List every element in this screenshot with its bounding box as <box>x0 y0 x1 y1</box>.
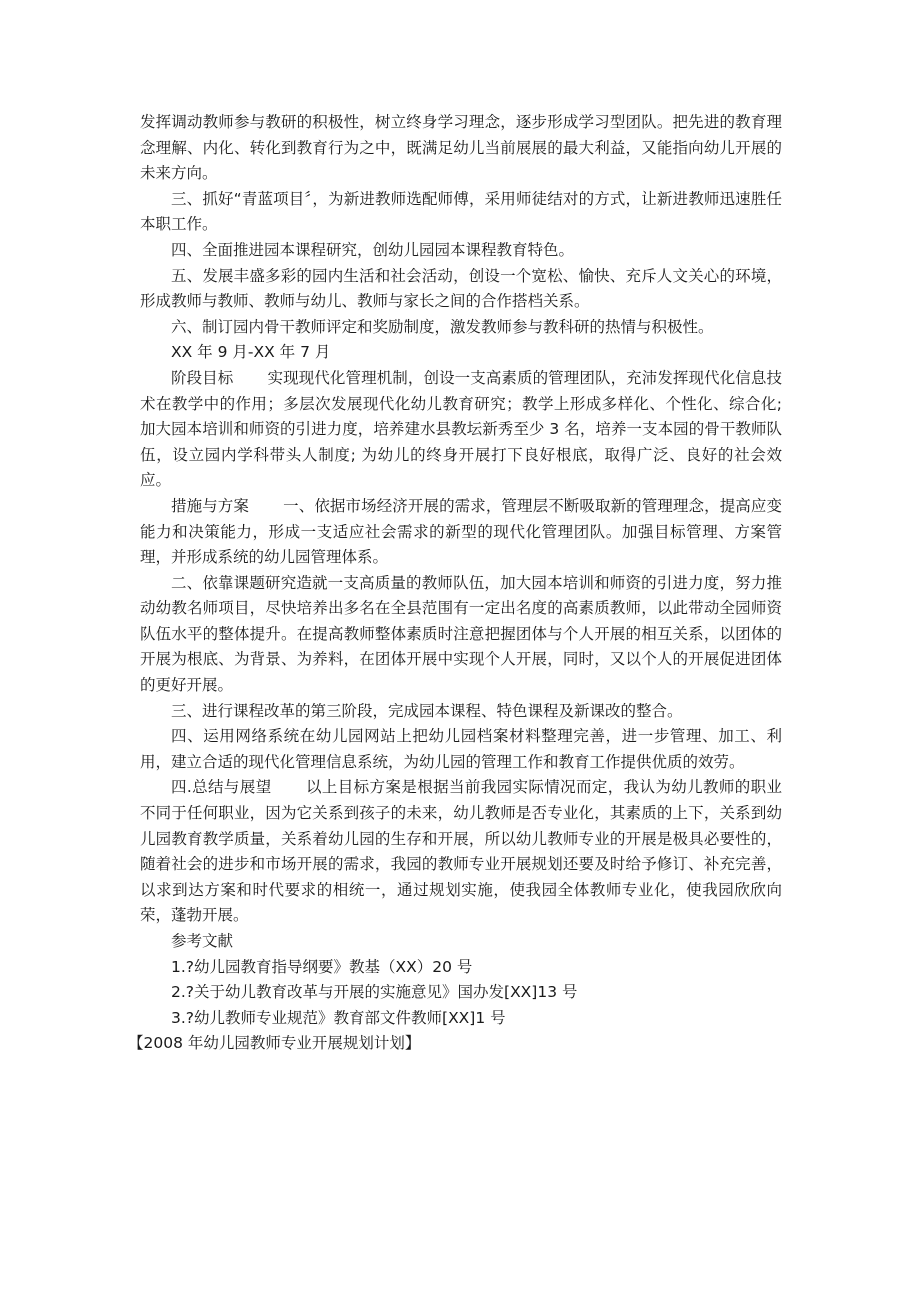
paragraph-continuation: 发挥调动教师参与教研的积极性，树立终身学习理念，逐步形成学习型团队。把先进的教育理念理解、内化、转化到教育行为之中，既满足幼儿当前展展的最大利益，又能指向幼儿开展的未来方向。 <box>140 113 782 183</box>
measures-paragraph <box>140 494 782 571</box>
references-heading: 参考文献 <box>171 932 234 950</box>
measure-item-4: 四、运用网络系统在幼儿园网站上把幼儿园档案材料整理完善，进一步管理、加工、利用，建立合适的现代化管理信息系统，为幼儿园的管理工作和教育工作提供优质的效劳。 <box>140 727 782 771</box>
paragraph-item-5: 五、发展丰盛多彩的园内生活和社会活动，创设一个宽松、愉快、充斥人文关心的环境，形成教师与教师、教师与幼儿、教师与家长之间的合作搭档关系。 <box>140 266 782 311</box>
paragraph-item-6: 六、制订园内骨干教师评定和奖励制度，激发教师参与教科研的热情与积极性。 <box>171 317 714 336</box>
reference-item: 2.?关于幼儿教育改革与开展的实施意见》国办发[XX]13 号 <box>171 983 578 1002</box>
measures-label: 措施与方案 <box>171 496 249 515</box>
stage-goal-paragraph <box>140 366 782 494</box>
document-body <box>128 110 782 1057</box>
document-footer-title: 【2008 年幼儿园教师专业开展规划计划】 <box>128 1034 421 1053</box>
reference-item: 1.?幼儿园教育指导纲要》教基（XX）20 号 <box>171 957 473 976</box>
measure-item-3: 三、进行课程改革的第三阶段，完成园本课程、特色课程及新课改的整合。 <box>171 701 683 720</box>
reference-item: 3.?幼儿教师专业规范》教育部文件教师[XX]1 号 <box>171 1008 506 1027</box>
summary-paragraph <box>140 775 782 929</box>
measures-text: 一、依据市场经济开展的需求，管理层不断吸取新的管理理念，提高应变能力和决策能力，形成一支适应社会需求的新型的现代化管理团队。加强目标管理、方案管理，并形成系统的幼儿园管理体系。 <box>140 496 782 567</box>
summary-label: 四.总结与展望 <box>171 778 272 797</box>
paragraph-item-4: 四、全面推进园本课程研究，创幼儿园园本课程教育特色。 <box>171 240 575 259</box>
date-range: XX 年 9 月-XX 年 7 月 <box>171 343 331 362</box>
summary-text: 以上目标方案是根据当前我园实际情况而定，我认为幼儿教师的职业不同于任何职业，因为它关系到孩子的未来，幼儿教师是否专业化，其素质的上下，关系到幼儿园教育教学质量，关系着幼儿园的生存和开展，所以幼儿教师专业的开展是极具必要性的，随着社会的进步和市场开展的需求，我园的教师专业开展规划还要及时给予修订、补充完善，以求到达方案和时代要求的相统一，通过规划实施，使我园全体教师专业化，使我园欣欣向荣，蓬勃开展。 <box>140 778 782 925</box>
stage-goal-label: 阶段目标 <box>171 368 234 387</box>
measure-item-2: 二、依靠课题研究造就一支高质量的教师队伍，加大园本培训和师资的引进力度，努力推动幼教名师项目，尽快培养出多名在全县范围有一定出名度的高素质教师，以此带动全园师资队伍水平的整体提升。在提高教师整体素质时注意把握团体与个人开展的相互关系，以团体的开展为根底、为背景、为养料，在团体开展中实现个人开展，同时，又以个人的开展促进团体的更好开展。 <box>140 573 782 695</box>
stage-goal-text: 实现现代化管理机制，创设一支高素质的管理团队，充沛发挥现代化信息技术在教学中的作用；多层次发展现代化幼儿教育研究；教学上形成多样化、个性化、综合化; 加大园本培训和师资的引进力度，培养建水县教坛新秀至少 3 名，培养一支本园的骨干教师队伍，设立园内学科带头人制度; 为幼儿的终身开展打下良好根底，取得广泛、良好的社会效应。 <box>140 368 782 490</box>
paragraph-item-3: 三、抓好“青蓝项目〞，为新进教师选配师傅，采用师徒结对的方式，让新进教师迅速胜任本职工作。 <box>140 189 782 234</box>
